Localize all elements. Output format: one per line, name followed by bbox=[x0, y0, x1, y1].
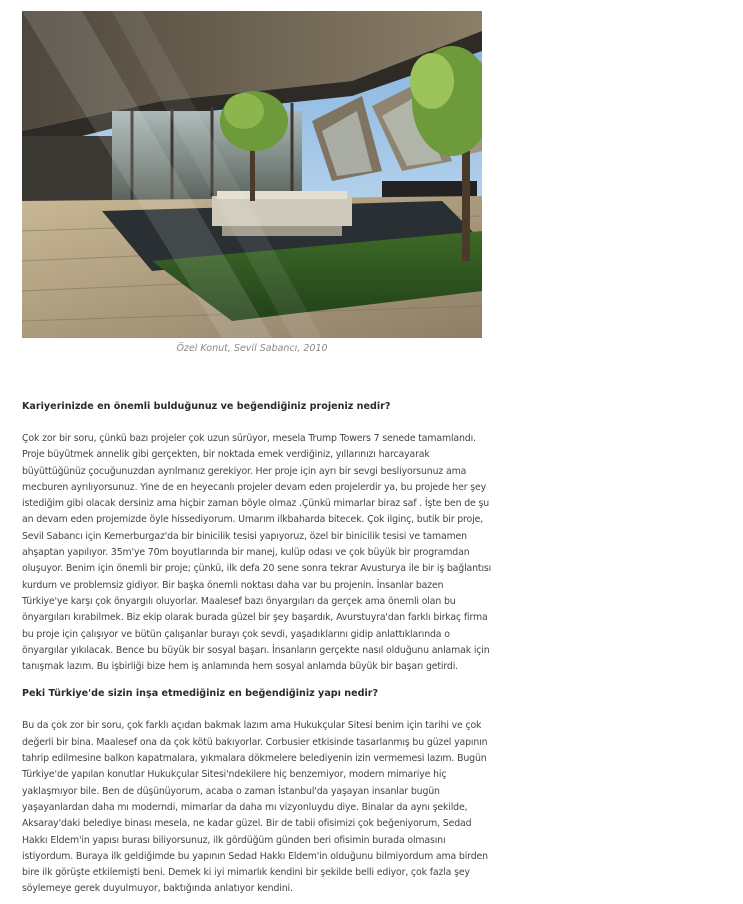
interview-answer-2: Bu da çok zor bir soru, çok farklı açıdan bakmak lazım ama Hukukçular Sitesi benim için tarihi ve çok değerli bir bina. Maalesef ona da çok kötü bakıyorlar. Corbusier etkisinde tasarlanmış bu güzel yapının tahrip edilmesine balkon kapatmalara, yıkmalara dökmelere belediyenin izin vermemesi lazım. Bugün Türkiye'de yapılan konutlar Hukukçular Sitesi'ndekilere hiç benzemiyor, modern mimariye hiç yaklaşmıyor bile. Ben de düşünüyorum, acaba o zaman İstanbul'da yaşayan insanlar bugün yaşayanlardan daha mı moderndi, mimarlar da daha mı vizyonluydu diye. Binalar da aynı şekilde, Aksaray'daki belediye binası mesela, ne kadar güzel. Bir de tabii ofisimizi çok beğeniyorum, Sedad Hakkı Eldem'in yapısı burası biliyorsunuz, ilk gördüğüm günden beri ofisimin burada olmasını istiyordum. Buraya ilk geldiğimde bu yapının Sedad Hakkı Eldem'in olduğunu bilmiyordum ama birden bire ilk görüşte etkilemişti beni. Demek ki iyi mimarlık kendini bir şekilde belli ediyor, çok fazla şey söylemeye gerek duyulmuyor, baktığında anlatıyor kendini. bbox=[22, 720, 488, 895]
interview-question-2: Peki Türkiye'de sizin inşa etmediğiniz en beğendiğiniz yapı nedir? bbox=[22, 688, 379, 700]
interview-body bbox=[22, 400, 492, 904]
interview-answer-1: Çok zor bir soru, çünkü bazı projeler çok uzun sürüyor, mesela Trump Towers 7 senede tamamlandı. Proje büyütmek annelik gibi gerçekten, bir noktada emek verdiğiniz, yıllarınızı harcayarak büyüttüğünüz çocuğunuzdan ayrılmanız gerekiyor. Her proje için ayrı bir sevgi besliyorsunuz ama mecburen ayrılıyorsunuz. Yine de en heyecanlı projeler devam eden projelerdir ya, bu projede her şey istediğim gibi olacak dersiniz ama hiçbir zaman böyle olmaz .Çünkü mimarlar biraz saf . İşte ben de şu an devam eden projemizde öyle hissediyorum. Umarım ilkbaharda bitecek. Çok ilginç, butik bir proje, Sevil Sabancı için Kemerburgaz'da bir binicilik tesisi yapıyoruz, özel bir binicilik tesisi ve tamamen ahşaptan yapılıyor. 35m'ye 70m boyutlarında bir manej, kulüp odası ve çok büyük bir programdan oluşuyor. Benim için önemli bir proje; çünkü, ilk defa 20 sene sonra tekrar Avusturya ile bir iş bağlantısı kurdum ve problemsiz gidiyor. Bir başka önemli noktası daha var bu projenin. İnsanlar bazen Türkiye'ye karşı çok önyargılı oluyorlar. Maalesef bazı önyargıları da gerçek ama önemli olan bu önyargıları kırabilmek. Biz ekip olarak burada güzel bir şey başardık, Avurstuyra'dan farklı birkaç firma bu proje için çalışıyor ve bütün çalışanlar burayı çok sevdi, yaşadıklarını gidip anlattıklarında o önyargılar yıkılacak. Bence bu büyük bir sosyal başarı. İnsanların gerçekte nasıl olduğunu anlamak için tanışmak lazım. Bu işbirliği bize hem iş anlamında hem sosyal anlamda büyük bir başarı getirdi. bbox=[22, 433, 492, 673]
project-rendering-image bbox=[22, 11, 482, 338]
interview-question-1: Kariyerinizde en önemli bulduğunuz ve beğendiğiniz projeniz nedir? bbox=[22, 401, 391, 412]
image-caption: Özel Konut, Sevil Sabancı, 2010 bbox=[176, 343, 328, 354]
